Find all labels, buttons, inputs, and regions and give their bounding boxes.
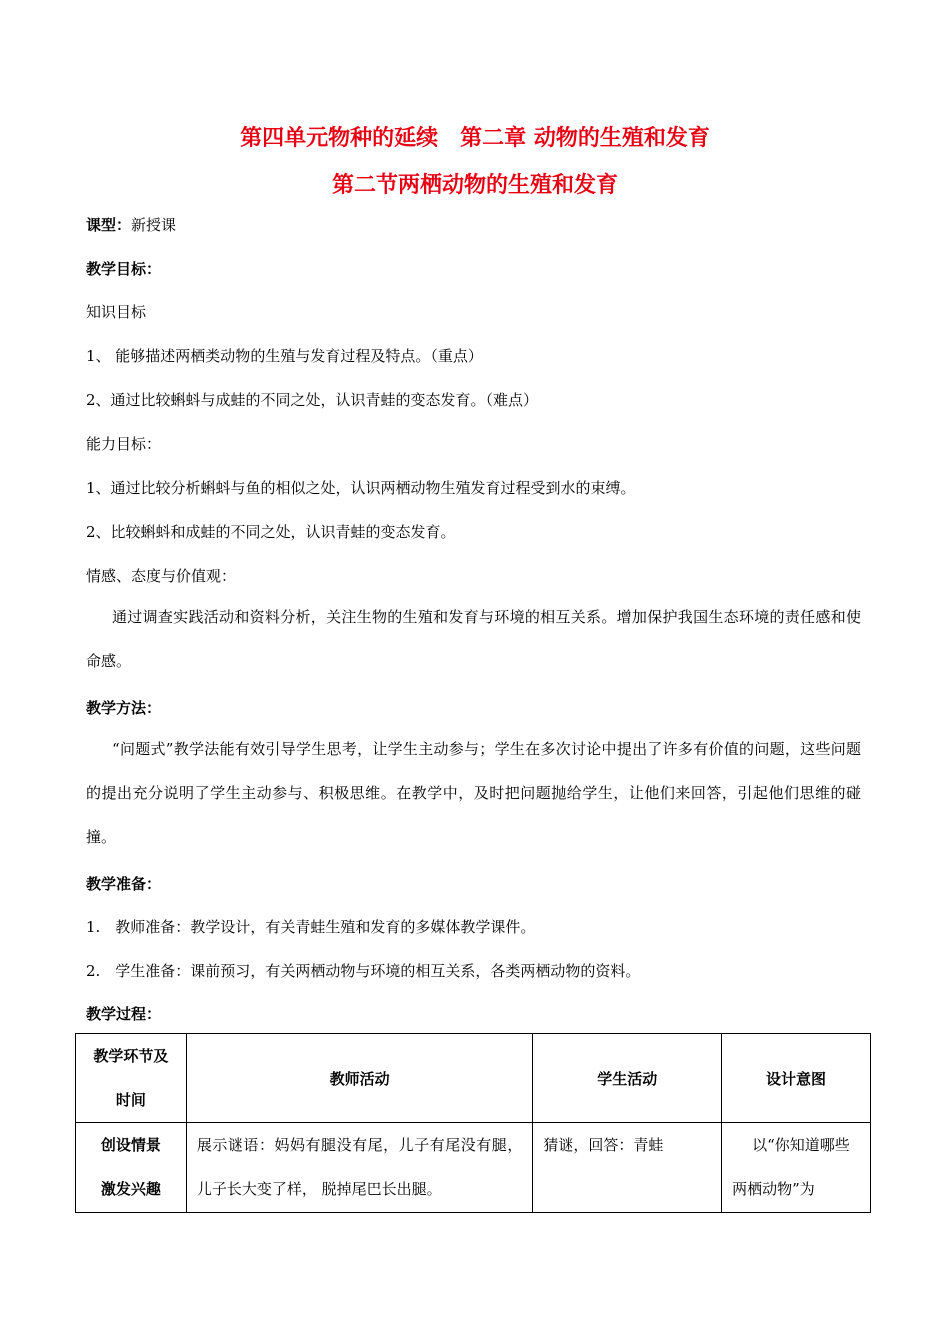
preparation-item: 1. 教师准备：教学设计，有关青蛙生殖和发育的多媒体教学课件。 xyxy=(86,918,536,936)
knowledge-heading: 知识目标 xyxy=(86,303,147,321)
course-type xyxy=(86,214,176,235)
row-stage-line1: 创设情景 xyxy=(100,1136,161,1154)
methods-heading: 教学方法： xyxy=(86,699,162,717)
ability-item: 1、通过比较分析蝌蚪与鱼的相似之处，认识两栖动物生殖发育过程受到水的束缚。 xyxy=(86,479,636,497)
header-intent: 设计意图 xyxy=(722,1034,871,1123)
header-stage-line2: 时间 xyxy=(115,1091,146,1109)
header-teacher: 教师活动 xyxy=(186,1034,532,1123)
process-table xyxy=(75,1033,871,1213)
header-stage xyxy=(76,1034,187,1123)
emotion-paragraph: 通过调查实践活动和资料分析，关注生物的生殖和发育与环境的相互关系。增加保护我国生态环境的责任感和使命感。 xyxy=(86,608,861,670)
emotion-heading: 情感、态度与价值观： xyxy=(86,567,237,585)
course-type-label: 课型： xyxy=(86,216,132,234)
header-student: 学生活动 xyxy=(533,1034,722,1123)
knowledge-item: 2、通过比较蝌蚪与成蛙的不同之处，认识青蛙的变态发育。（难点） xyxy=(86,391,539,409)
process-heading: 教学过程： xyxy=(86,1005,162,1023)
row-student: 猜谜，回答：青蛙 xyxy=(533,1123,722,1213)
ability-heading: 能力目标： xyxy=(86,435,162,453)
table-header-row xyxy=(76,1034,871,1123)
row-teacher: 展示谜语：妈妈有腿没有尾，儿子有尾没有腿， 儿子长大变了样， 脱掉尾巴长出腿。 xyxy=(186,1123,532,1213)
knowledge-item: 1、 能够描述两栖类动物的生殖与发育过程及特点。（重点） xyxy=(86,347,483,365)
preparation-heading: 教学准备： xyxy=(86,875,162,893)
row-stage-line2: 激发兴趣 xyxy=(100,1180,161,1198)
header-stage-line1: 教学环节及 xyxy=(93,1047,169,1065)
methods-paragraph: “问题式”教学法能有效引导学生思考，让学生主动参与；学生在多次讨论中提出了许多有价值的问题，这些问题的提出充分说明了学生主动参与、积极思维。在教学中，及时把问题抛给学生，让他们来回答，引起他们思维的碰撞。 xyxy=(86,740,861,846)
course-type-value: 新授课 xyxy=(131,216,177,234)
table-row xyxy=(76,1123,871,1213)
document-title-line1: 第四单元物种的延续 第二章 动物的生殖和发育 xyxy=(240,126,710,151)
row-intent: 以“你知道哪些两栖动物”为 xyxy=(722,1123,871,1213)
document-title-line2: 第二节两栖动物的生殖和发育 xyxy=(331,173,618,198)
preparation-item: 2. 学生准备：课前预习，有关两栖动物与环境的相互关系，各类两栖动物的资料。 xyxy=(86,962,641,980)
objectives-heading: 教学目标： xyxy=(86,260,162,278)
row-stage xyxy=(76,1123,187,1213)
ability-item: 2、比较蝌蚪和成蛙的不同之处，认识青蛙的变态发育。 xyxy=(86,523,456,541)
